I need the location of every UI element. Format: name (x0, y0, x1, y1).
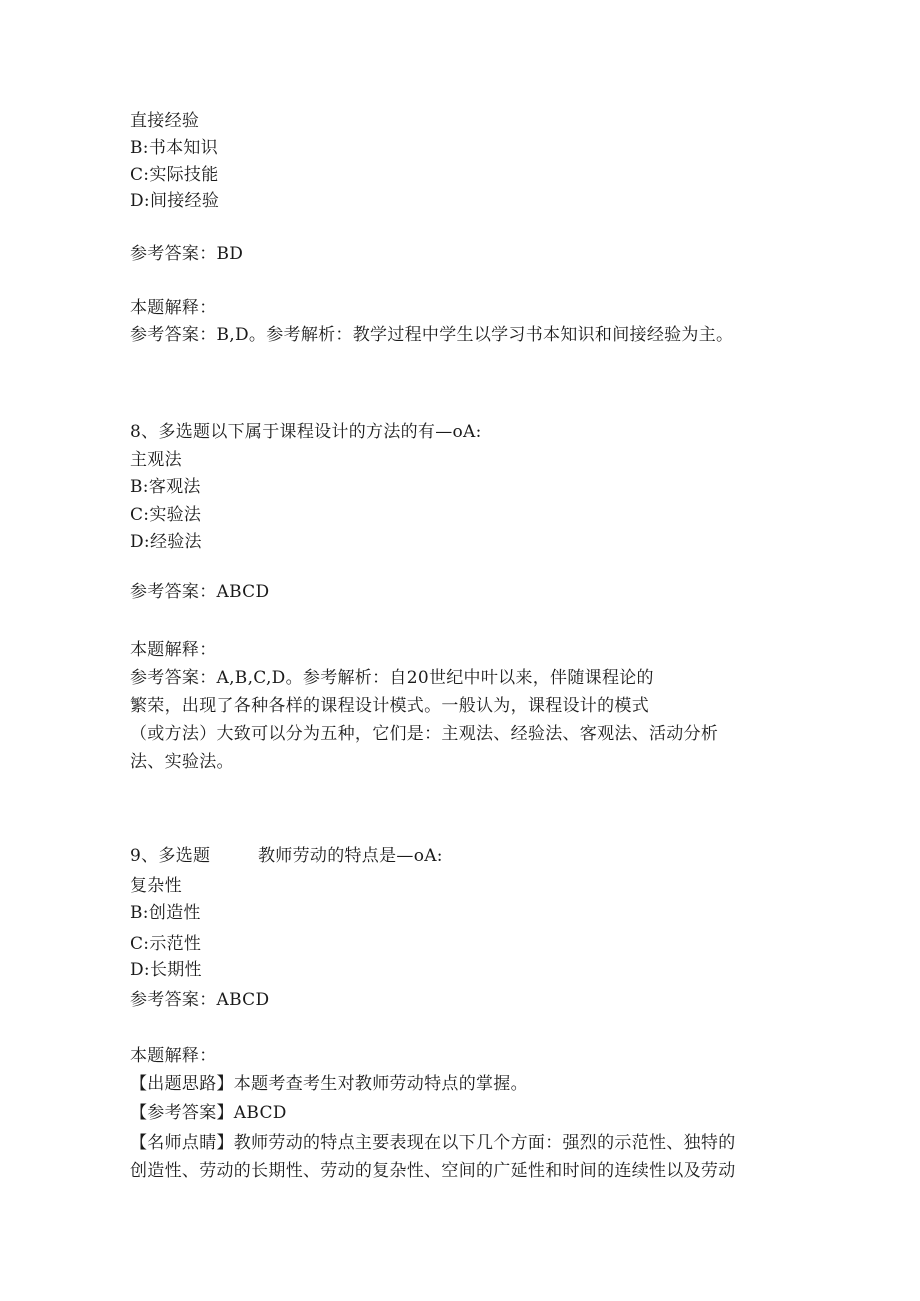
q9-stem (130, 846, 443, 866)
q9-option-d: D:长期性 (130, 960, 202, 980)
q9-explain-line: 【参考答案】ABCD (130, 1103, 287, 1123)
q9-stem-text: 教师劳动的特点是—oA: (258, 846, 443, 866)
q7-explain-title: 本题解释： (130, 298, 217, 318)
q8-answer: 参考答案：ABCD (130, 582, 270, 602)
q9-option-c: C:示范性 (130, 934, 202, 954)
q8-explain-line: 参考答案：A,B,C,D。参考解析：自20世纪中叶以来，伴随课程论的 (130, 668, 654, 688)
q8-explain-line: 繁荣，出现了各种各样的课程设计模式。一般认为，课程设计的模式 (130, 696, 649, 716)
q9-explain-line: 创造性、劳动的长期性、劳动的复杂性、空间的广延性和时间的连续性以及劳动 (130, 1161, 736, 1181)
q9-explain-title: 本题解释： (130, 1046, 217, 1066)
q9-option-a: 复杂性 (130, 876, 182, 896)
q8-stem: 8、多选题以下属于课程设计的方法的有—oA: (130, 422, 482, 442)
q7-option-a: 直接经验 (130, 111, 200, 131)
q9-explain-line: 【名师点睛】教师劳动的特点主要表现在以下几个方面：强烈的示范性、独特的 (130, 1133, 736, 1153)
q7-option-b: B:书本知识 (130, 138, 219, 158)
q8-explain-title: 本题解释： (130, 640, 217, 660)
q8-explain-line: （或方法）大致可以分为五种，它们是：主观法、经验法、客观法、活动分析 (130, 724, 719, 744)
q9-option-b: B:创造性 (130, 903, 201, 923)
q7-option-d: D:间接经验 (130, 191, 220, 211)
q8-option-a: 主观法 (130, 450, 182, 470)
q7-option-c: C:实际技能 (130, 165, 219, 185)
q8-option-b: B:客观法 (130, 477, 201, 497)
q9-answer: 参考答案：ABCD (130, 990, 270, 1010)
q8-option-c: C:实验法 (130, 505, 202, 525)
q8-explain-line: 法、实验法。 (130, 752, 234, 772)
q8-option-d: D:经验法 (130, 532, 202, 552)
q9-stem-prefix: 9、多选题 (130, 846, 211, 866)
q7-explain-line: 参考答案：B,D。参考解析：教学过程中学生以学习书本知识和间接经验为主。 (130, 325, 734, 345)
q9-explain-line: 【出题思路】本题考查考生对教师劳动特点的掌握。 (130, 1074, 528, 1094)
q7-answer: 参考答案：BD (130, 244, 244, 264)
